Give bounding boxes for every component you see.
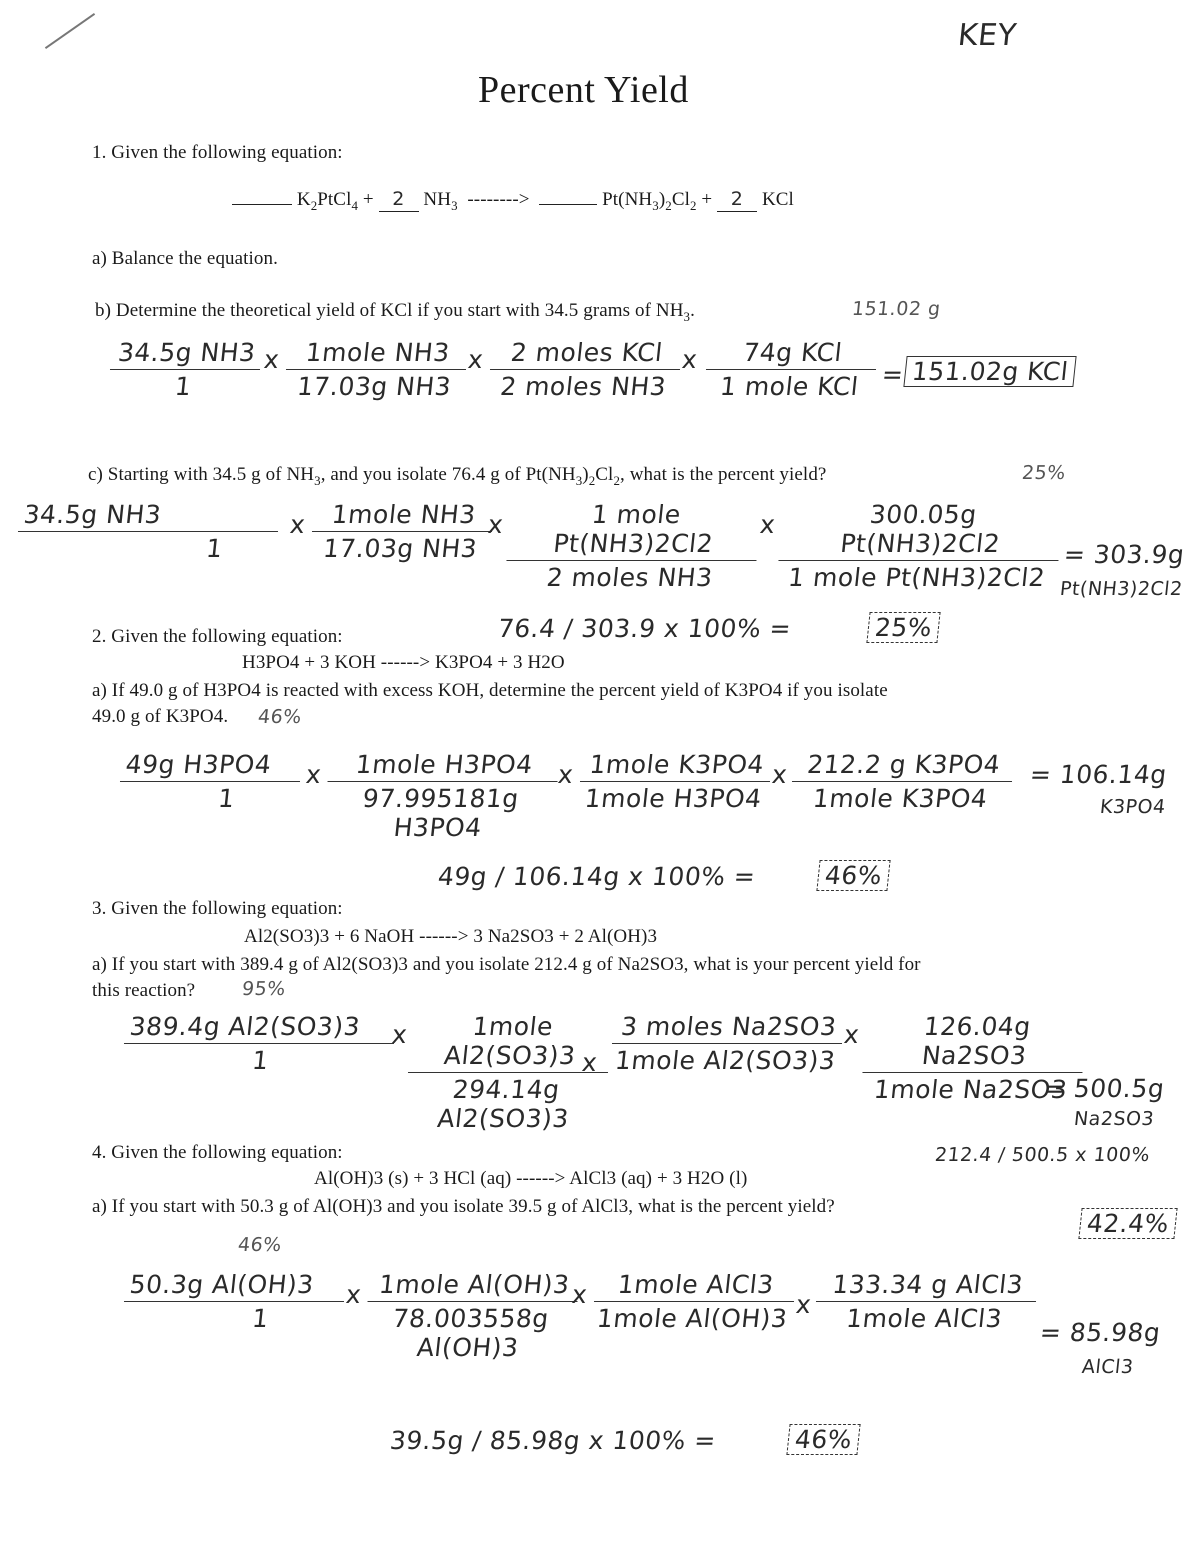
q1c-fraction-3: 1 mole Pt(NH3)2Cl2 2 moles NH3 [503, 500, 763, 592]
q3-prompt: 3. Given the following equation: [92, 898, 343, 919]
q1c-fraction-4: 300.05g Pt(NH3)2Cl2 1 mole Pt(NH3)2Cl2 [775, 500, 1065, 592]
q2-equation: H3PO4 + 3 KOH ------> K3PO4 + 3 H2O [242, 652, 565, 673]
q3-result-unit: Na2SO3 [1072, 1108, 1156, 1130]
q1b-text: b) Determine the theoretical yield of KCl if you start with 34.5 grams of $NH_3$. [95, 300, 695, 324]
q1-equation: $K_2PtCl_4 + 2$ $NH_3$ --------> $Pt(NH_3)_2Cl_2 + 2$ KCl [232, 188, 794, 214]
q1b-fraction-2: 1mole NH3 17.03g NH3 [283, 338, 470, 401]
q2-result: = 106.14g [1028, 760, 1169, 789]
q4-times-3: x [794, 1290, 813, 1319]
q2-times-1: x [304, 760, 323, 789]
q1c-fraction-1: $\frac{\text{34.5g NH3}}{1}$ [15, 500, 282, 563]
q4-percent-calc: 39.5g / 85.98g x 100% = [388, 1426, 718, 1455]
q3-equation: Al2(SO3)3 + 6 NaOH ------> 3 Na2SO3 + 2 Al(OH)3 [244, 926, 658, 947]
q1b-fraction-4: 74g KCl 1 mole KCl [703, 338, 880, 401]
q4a-margin-note: 46% [236, 1234, 283, 1256]
q2-prompt: 2. Given the following equation: [92, 626, 343, 647]
q2-percent-answer: 46% [816, 860, 890, 891]
q3a-text: a) If you start with 389.4 g of Al2(SO3)3 and you isolate 212.4 g of Na2SO3, what is your percent yield for [92, 954, 921, 975]
q1c-times-2: x [486, 510, 505, 539]
q3-times-3: x [842, 1020, 861, 1049]
q1c-percent-answer: 25% [866, 612, 940, 643]
q4-fraction-2: 1mole Al(OH)3 78.003558g Al(OH)3 [361, 1270, 581, 1362]
q1b-times-3: x [680, 345, 699, 374]
q3-times-1: x [390, 1020, 409, 1049]
q2-percent-calc: 49g / 106.14g x 100% = [436, 862, 757, 891]
q1-coef-kcl: 2 [730, 188, 744, 210]
q1c-times-3: x [758, 510, 777, 539]
q1-prompt: 1. Given the following equation: [92, 142, 343, 163]
q1b-fraction-3: 2 moles KCl 2 moles NH3 [487, 338, 684, 401]
q4-times-1: x [344, 1280, 363, 1309]
q4-result: = 85.98g [1038, 1318, 1162, 1347]
q3-fraction-3: 3 moles Na2SO3 1mole Al2(SO3)3 [609, 1012, 846, 1075]
q1b-fraction-1: $\frac{\text{34.5g NH3}}{1}$ [107, 338, 264, 401]
q2-times-2: x [556, 760, 575, 789]
key-label: KEY [956, 18, 1019, 53]
q3-fraction-2: 1mole Al2(SO3)3 294.14g Al2(SO3)3 [402, 1012, 615, 1133]
q4-result-unit: AlCl3 [1080, 1356, 1135, 1378]
q1c-fraction-2: 1mole NH3 17.03g NH3 [309, 500, 496, 563]
q4-fraction-3: 1mole AlCl3 1mole Al(OH)3 [591, 1270, 798, 1333]
q1c-percent-calc: 76.4 / 303.9 x 100% = [496, 614, 793, 643]
q4-side-calc: 212.4 / 500.5 x 100% [933, 1144, 1152, 1166]
q1b-margin-note: 151.02 g [850, 298, 942, 320]
q1b-times-2: x [466, 345, 485, 374]
q2-fraction-3: 1mole K3PO4 1mole H3PO4 [577, 750, 774, 813]
q1b-equals: = [880, 360, 905, 389]
q2a-margin-note: 46% [256, 706, 303, 728]
q1b-times-1: x [262, 345, 281, 374]
q4-side-answer: 42.4% [1078, 1208, 1177, 1239]
q1b-answer-box: 151.02g KCl [903, 356, 1076, 387]
q1c-text: c) Starting with 34.5 g of $NH_3$, and you isolate 76.4 g of $Pt(NH_3)_2Cl_2$, what is the percent yield? [88, 464, 827, 488]
q2-fraction-2: 1mole H3PO4 97.995181g H3PO4 [321, 750, 561, 842]
q4-equation: Al(OH)3 (s) + 3 HCl (aq) ------> AlCl3 (aq) + 3 H2O (l) [314, 1168, 748, 1189]
stray-mark [45, 13, 95, 49]
q2-fraction-4: 212.2 g K3PO4 1mole K3PO4 [789, 750, 1016, 813]
q4-fraction-1: $\frac{\text{50.3g Al(OH)3}}{1}$ [121, 1270, 348, 1333]
q1-coef-nh3: 2 [392, 188, 405, 210]
q3-result: = 500.5g [1042, 1074, 1166, 1103]
q2-times-3: x [770, 760, 789, 789]
q2a-text-line2: 49.0 g of K3PO4. [92, 706, 229, 727]
q4-times-2: x [570, 1280, 589, 1309]
q3a-text-line2: this reaction? [92, 980, 196, 1001]
q3-times-2: x [580, 1048, 599, 1077]
q4-fraction-4: 133.34 g AlCl3 1mole AlCl3 [813, 1270, 1040, 1333]
q3a-margin-note: 95% [240, 978, 287, 1000]
q1c-times-1: x [288, 510, 307, 539]
page-title: Percent Yield [478, 69, 689, 111]
q2a-text: a) If 49.0 g of H3PO4 is reacted with excess KOH, determine the percent yield of K3PO4 if you isolate [92, 680, 888, 701]
q3-fraction-4: 126.04g Na2SO3 1mole Na2SO3 [859, 1012, 1089, 1104]
q1a-text: a) Balance the equation. [92, 248, 278, 269]
q2-result-unit: K3PO4 [1098, 796, 1167, 818]
q3-fraction-1: $\frac{\text{389.4g Al2(SO3)3}}{1}$ [121, 1012, 398, 1075]
q1c-margin-note: 25% [1020, 462, 1067, 484]
q1c-result-unit: Pt(NH3)2Cl2 [1058, 578, 1184, 600]
q1c-result: = 303.9g [1062, 540, 1186, 569]
q4-prompt: 4. Given the following equation: [92, 1142, 343, 1163]
q4a-text: a) If you start with 50.3 g of Al(OH)3 and you isolate 39.5 g of AlCl3, what is the percent yield? [92, 1196, 835, 1217]
q4-percent-answer: 46% [786, 1424, 860, 1455]
q2-fraction-1: $\frac{\text{49g H3PO4}}{1}$ [117, 750, 304, 813]
